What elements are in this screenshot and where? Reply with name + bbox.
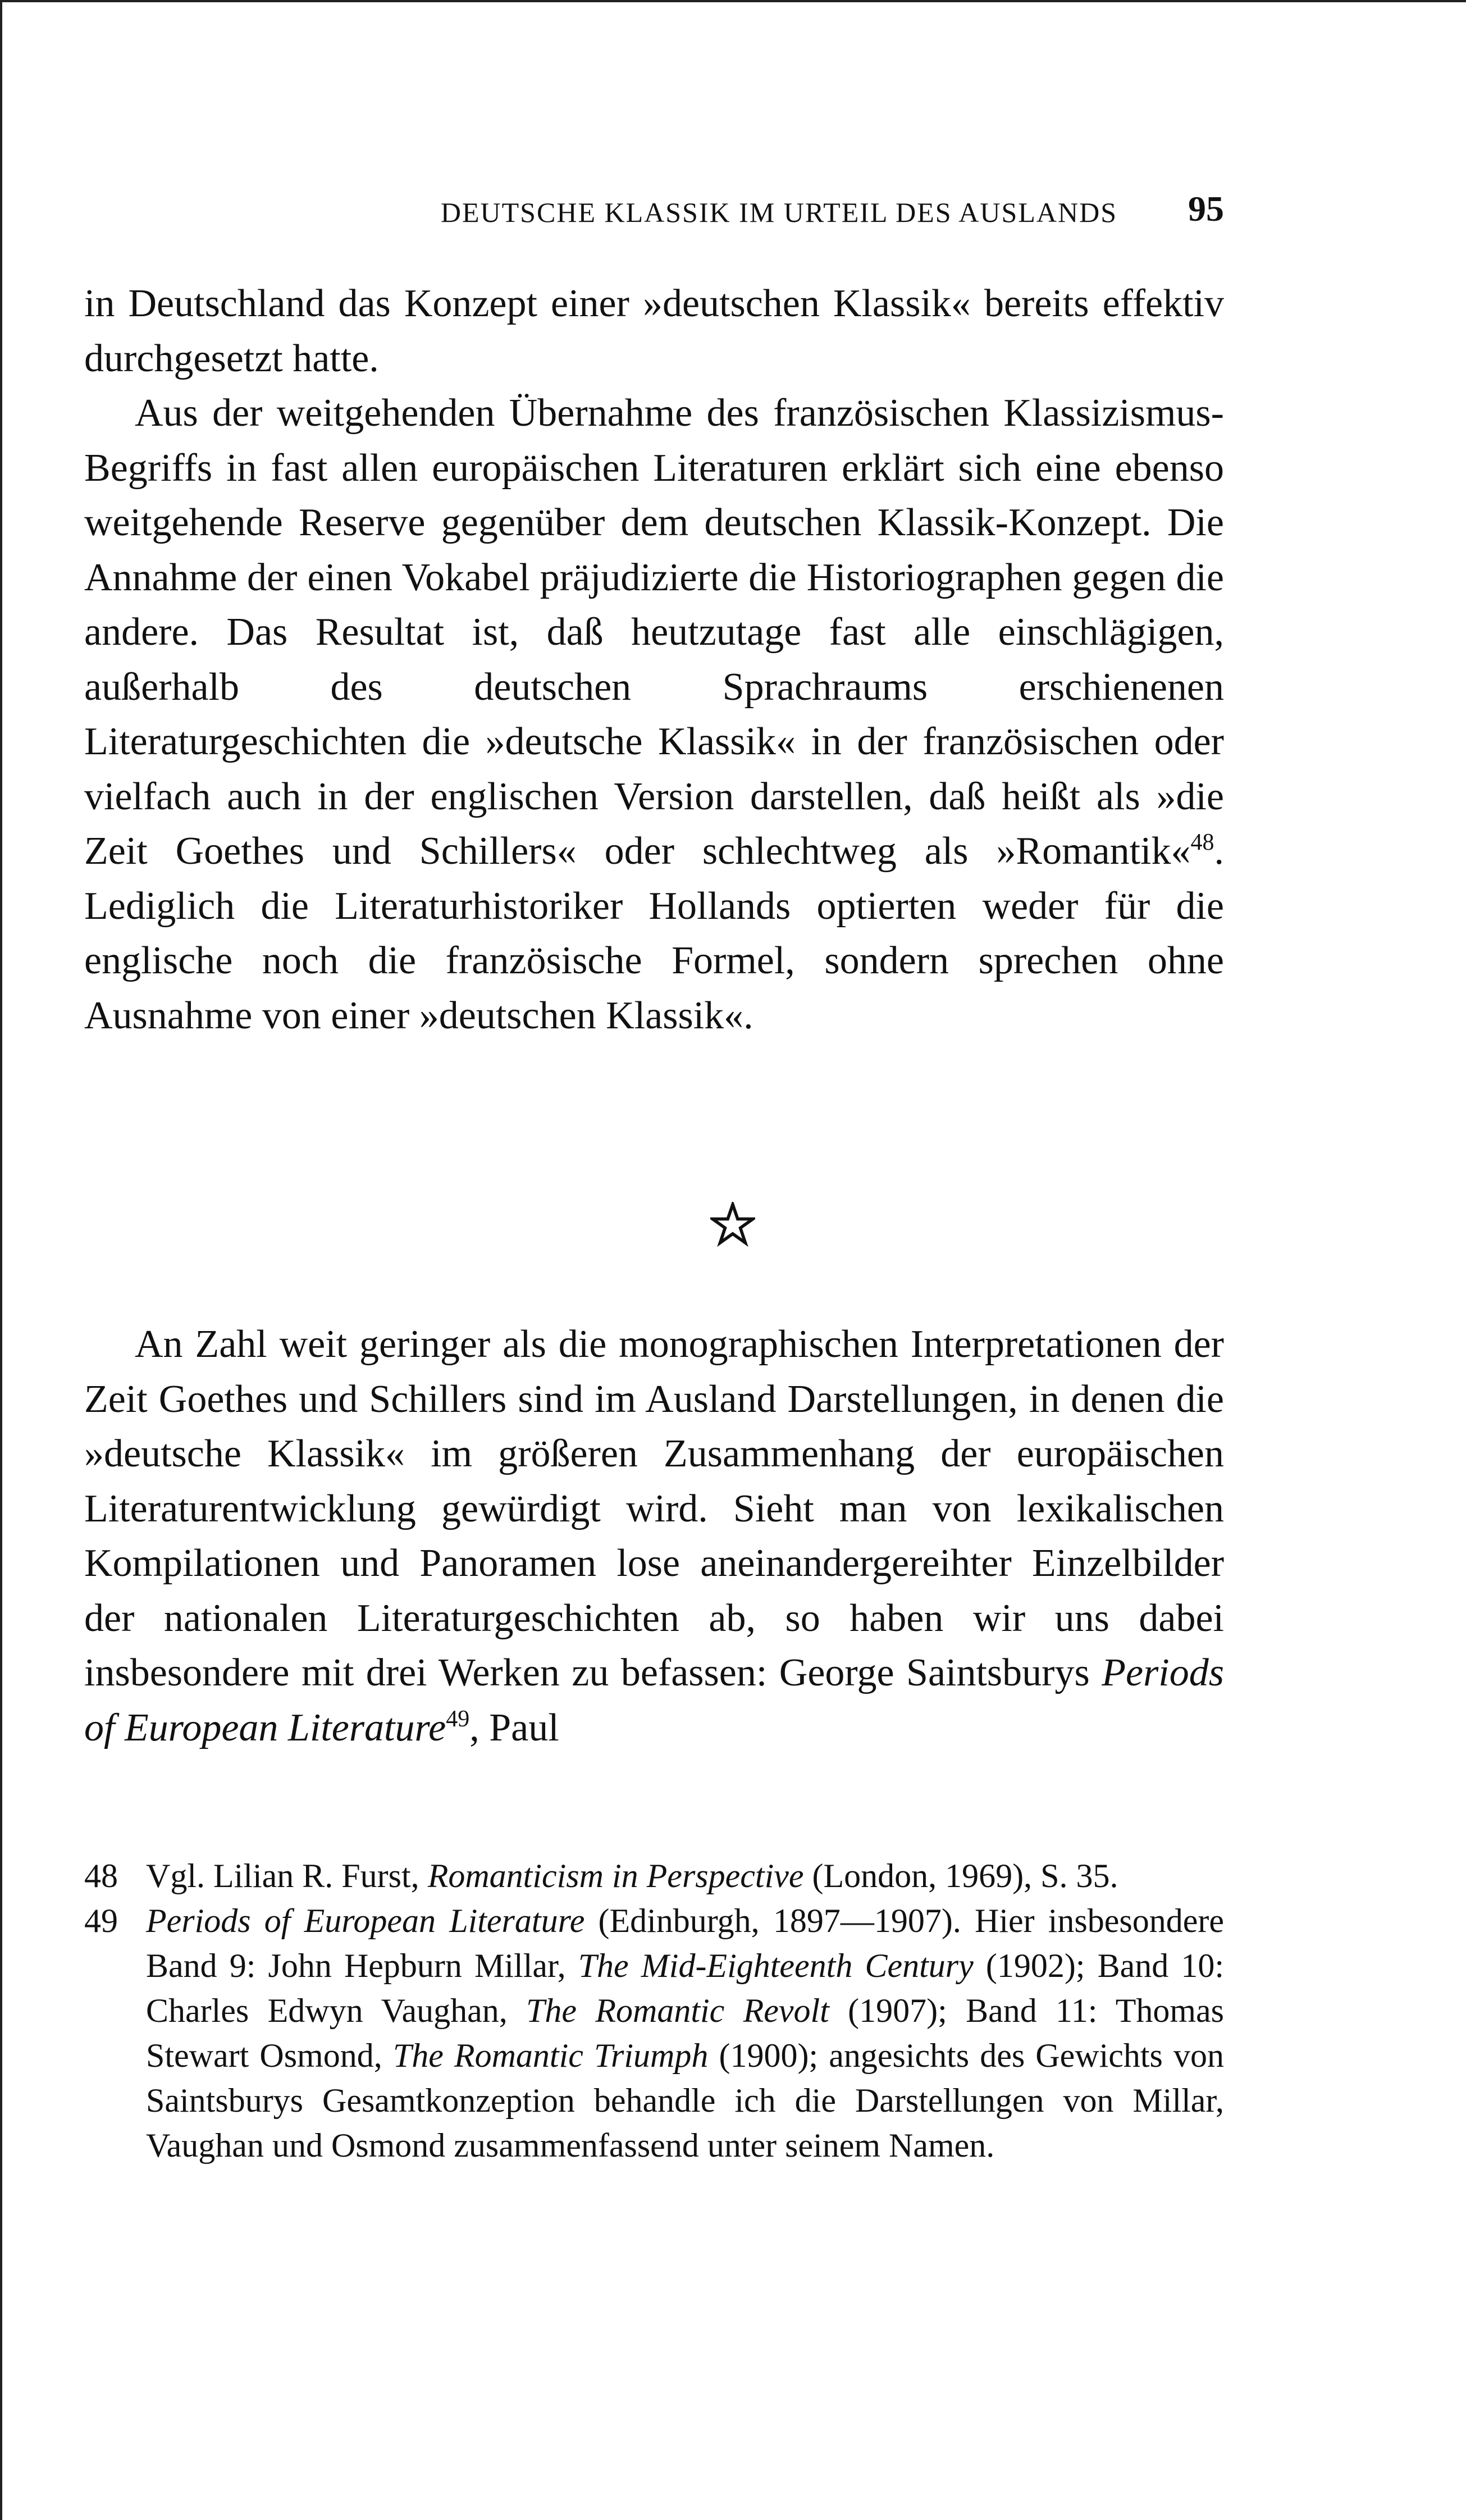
page-number: 95 (1188, 189, 1224, 229)
main-text-lower (84, 1317, 1224, 1755)
paragraph-continued: in Deutschland das Konzept einer »deutschen Klassik« bereits effektiv durchgesetzt hatte. (84, 282, 1224, 380)
main-text-upper (84, 276, 1224, 1043)
footnotes (84, 1853, 1224, 2168)
footnote-text: Vgl. Lilian R. Furst, (146, 1857, 428, 1894)
footnote-title: Romanticism in Perspective (427, 1857, 804, 1894)
footnote-text: (London, 1969), S. 35. (803, 1857, 1118, 1894)
footnote-text: (1907); Band 11: Thomas Stewart Osmond, (146, 1992, 1224, 2074)
work-title: Periods of European Literature (84, 1651, 1224, 1749)
footnote-number: 48 (84, 1857, 118, 1894)
footnote-title: The Mid-Eighteenth Century (578, 1947, 974, 1984)
footnote-reference-48: 48 (1190, 829, 1214, 855)
paragraph-text: An Zahl weit geringer als die monographischen Interpretationen der Zeit Goethes und Schillers sind im Ausland Darstellungen, in denen die »deutsche Klassik« im größeren Zusammenhang der europäischen Literaturentwicklung gewürdigt wird. Sieht man von lexikalischen Kompilationen und Panoramen lose aneinandergereihter Einzelbilder der nationalen Literaturgeschichten ab, so haben wir uns dabei insbesondere mit drei Werken zu befassen: George Saintsburys (84, 1323, 1224, 1694)
footnote (84, 1853, 1224, 1898)
paragraph-text: Aus der weitgehenden Übernahme des französischen Klassizismus-Begriffs in fast allen europäischen Literaturen erklärt sich eine ebenso weitgehende Reserve gegenüber dem deutschen Klassik-Konzept. Die Annahme der einen Vokabel präjudizierte die Historiographen gegen die andere. Das Resultat ist, daß heutzutage fast alle einschlägigen, außerhalb des deutschen Sprachraums erschienenen Literaturgeschichten die »deutsche Klassik« in der französischen oder vielfach auch in der englischen Version darstellen, daß heißt als »die Zeit Goethes und Schillers« oder schlechtweg als »Romantik« (84, 391, 1224, 873)
footnote-title: The Romantic Triumph (392, 2037, 709, 2074)
paragraph-text: . Lediglich die Literaturhistoriker Hollands optierten weder für die englische noch die französische Formel, sondern sprechen ohne Ausnahme von einer »deutschen Klassik«. (84, 830, 1224, 1037)
running-title: DEUTSCHE KLASSIK IM URTEIL DES AUSLANDS (440, 197, 1117, 228)
footnote-text: (1902); Band 10: Charles Edwyn Vaughan, (146, 1947, 1225, 2029)
footnote-reference-49: 49 (446, 1706, 470, 1732)
paragraph-works (84, 1317, 1224, 1755)
paragraph-reserve (84, 386, 1224, 1043)
scan-border-left (0, 0, 2, 2520)
paragraph-text: , Paul (469, 1706, 559, 1749)
footnote-title: Periods of European Literature (146, 1902, 585, 1939)
footnote-title: The Romantic Revolt (526, 1992, 829, 2029)
scan-border-top (0, 0, 1466, 2)
section-break-star-icon (710, 1202, 755, 1247)
page-header (84, 188, 1224, 233)
footnote-text: (1900); angesichts des Gewichts von Saintsburys Gesamtkonzeption behandle ich die Darstellungen von Millar, Vaughan und Osmond zusammenfassend unter seinem Namen. (146, 2037, 1224, 2164)
footnote (84, 1898, 1224, 2168)
footnote-text: (Edinburgh, 1897—1907). Hier insbesondere Band 9: John Hepburn Millar, (146, 1902, 1225, 1984)
footnote-number: 49 (84, 1902, 118, 1939)
